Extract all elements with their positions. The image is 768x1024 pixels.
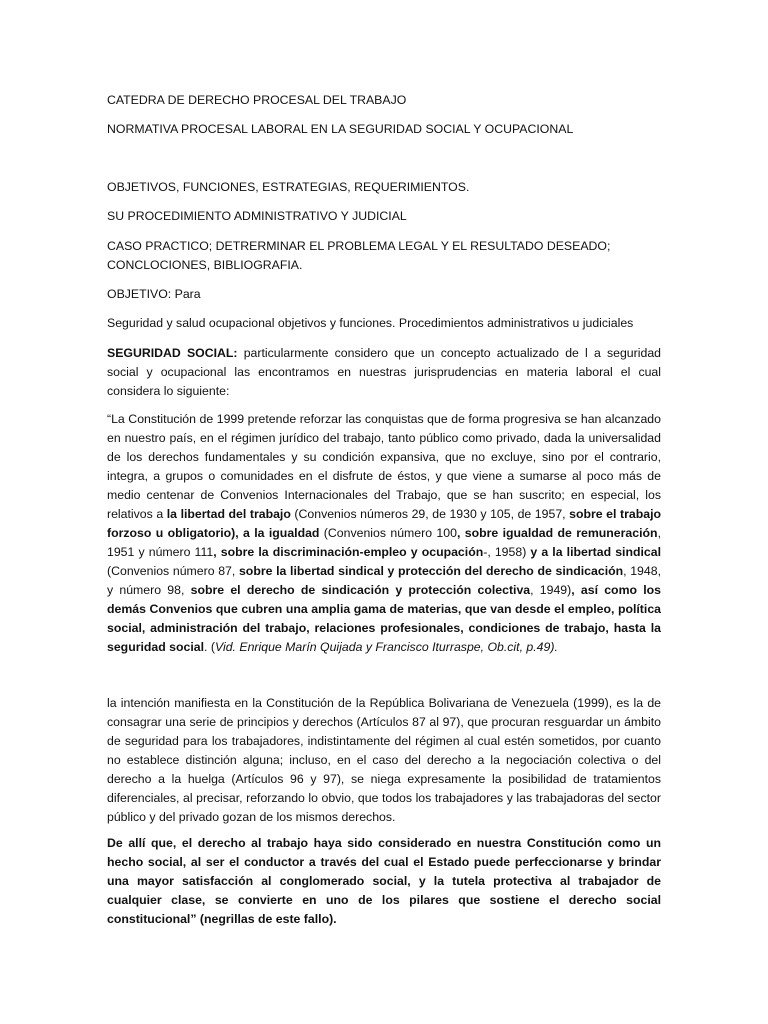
quote-segment: (Convenios número 100	[319, 526, 457, 540]
quote-segment: , sobre la discriminación-empleo y ocupación	[213, 545, 484, 559]
quote-segment: la libertad del trabajo	[166, 507, 291, 521]
document-subtitle: NORMATIVA PROCESAL LABORAL EN LA SEGURIDAD SOCIAL Y OCUPACIONAL	[107, 122, 574, 136]
seguridad-social-text: particularmente considero que un concepto actualizado de l a seguridad social y ocupacional las encontramos en nuestras jurisprudencias en materia laboral el cual considera lo siguiente:	[107, 346, 661, 398]
outline-item-objectives: OBJETIVOS, FUNCIONES, ESTRATEGIAS, REQUERIMIENTOS.	[107, 180, 470, 194]
constitution-quote-paragraph	[107, 410, 661, 657]
quote-segment: sobre el trabajo forzoso u obligatorio), a la igualdad	[107, 507, 661, 540]
quote-segment: sobre el derecho de sindicación y protección colectiva	[190, 583, 531, 597]
quote-segment: (Convenios número 87,	[107, 564, 239, 578]
quote-segment: , 1951 y número 111	[107, 526, 661, 559]
quote-segment: (Convenios números 29, de 1930 y 105, de 1957,	[290, 507, 570, 521]
quote-segment: , así como los demás Convenios que cubren una amplia gama de materias, que van desde el empleo, política social, administración del trabajo, relaciones profesionales, condiciones de trabajo, hasta la seguridad social	[107, 583, 662, 654]
quote-segment: , sobre igualdad de remuneración	[456, 526, 658, 540]
topic-line: Seguridad y salud ocupacional objetivos y funciones. Procedimientos administrativos u judiciales	[107, 316, 634, 330]
seguridad-social-label: SEGURIDAD SOCIAL:	[107, 346, 238, 360]
intention-paragraph: la intención manifiesta en la Constitución de la República Bolivariana de Venezuela (1999), es la de consagrar una serie de principios y derechos (Artículos 87 al 97), que procuran resguardar un ámbito de seguridad para los trabajadores, indistintamente del régimen al cual estén sometidos, por cuanto no establece distinción alguna; incluso, en el caso del derecho a la negociación colectiva o del derecho a la huelga (Artículos 96 y 97), se niega expresamente la posibilidad de tratamientos diferenciales, al precisar, reforzando lo obvio, que todos los trabajadores y las trabajadoras del sector público y del privado gozan de los mismos derechos.	[107, 696, 661, 824]
quote-segment: , 1949)	[530, 583, 572, 597]
outline-item-case-line2: CONCLOCIONES, BIBLIOGRAFIA.	[107, 258, 303, 272]
outline-item-procedure: SU PROCEDIMIENTO ADMINISTRATIVO Y JUDICIAL	[107, 209, 407, 223]
quote-segment: -, 1958)	[483, 545, 531, 559]
conclusion-paragraph: De allí que, el derecho al trabajo haya sido considerado en nuestra Constitución como un hecho social, al ser el conductor a través del cual el Estado puede perfeccionarse y brindar una mayor satisfacción al conglomerado social, y la tutela protectiva al trabajador de cualquier clase, se convierte en uno de los pilares que sostiene el derecho social constitucional” (negrillas de este fallo).	[107, 836, 661, 926]
quote-segment: sobre la libertad sindical y protección del derecho de sindicación	[238, 564, 624, 578]
outline-item-case-line1: CASO PRACTICO; DETRERMINAR EL PROBLEMA LEGAL Y EL RESULTADO DESEADO;	[107, 239, 611, 253]
quote-segment: y a la libertad sindical	[530, 545, 661, 559]
quote-segment: . (	[204, 640, 215, 654]
quote-segment: Vid. Enrique Marín Quijada y Francisco Iturraspe, Ob.cit, p.49).	[214, 640, 558, 654]
seguridad-social-paragraph	[107, 344, 661, 401]
course-title: CATEDRA DE DERECHO PROCESAL DEL TRABAJO	[107, 93, 407, 107]
quote-segment: “La Constitución de 1999 pretende reforzar las conquistas que de forma progresiva se han alcanzado en nuestro país, en el régimen jurídico del trabajo, tanto público como privado, dada la universalidad de los derechos fundamentales y su condición expansiva, que no excluye, sino por el contrario, integra, a grupos o comunidades en el disfrute de éstos, y que viene a sumarse al poco más de medio centenar de Convenios Internacionales del Trabajo, que se han suscrito; en especial, los relativos a	[107, 412, 661, 521]
objective-label: OBJETIVO: Para	[107, 287, 201, 301]
quote-segment: , 1948, y número 98,	[107, 564, 661, 597]
